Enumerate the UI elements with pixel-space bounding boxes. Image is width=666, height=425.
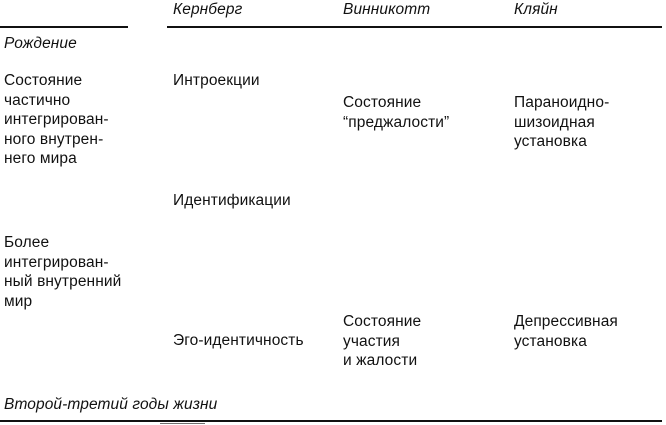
bottom-rule-mark	[160, 423, 205, 424]
row-label-partial-integration: Состояние частично интегрирован- ного внутрен- него мира	[4, 72, 109, 167]
top-rule-right	[167, 26, 662, 28]
row-label-birth: Рождение	[4, 35, 77, 52]
winnicott-pre-concern: Состояние “преджалости”	[343, 94, 450, 131]
kernberg-introjections: Интроекции	[173, 72, 260, 89]
column-header-winnicott: Винникотт	[343, 1, 431, 18]
column-header-klein: Кляйн	[514, 1, 558, 18]
klein-depressive: Депрессивная установка	[514, 313, 618, 350]
klein-paranoid-schizoid: Параноидно- шизоидная установка	[514, 94, 610, 150]
row-label-more-integrated: Более интегрирован- ный внутренний мир	[4, 234, 122, 310]
kernberg-identifications: Идентификации	[173, 192, 291, 209]
column-header-kernberg: Кернберг	[173, 1, 243, 18]
row-label-second-third-years: Второй-третий годы жизни	[4, 396, 218, 413]
winnicott-concern: Состояние участия и жалости	[343, 313, 422, 369]
top-rule-left	[0, 26, 128, 28]
kernberg-ego-identity: Эго-идентичность	[173, 332, 304, 349]
bottom-rule	[0, 420, 662, 422]
